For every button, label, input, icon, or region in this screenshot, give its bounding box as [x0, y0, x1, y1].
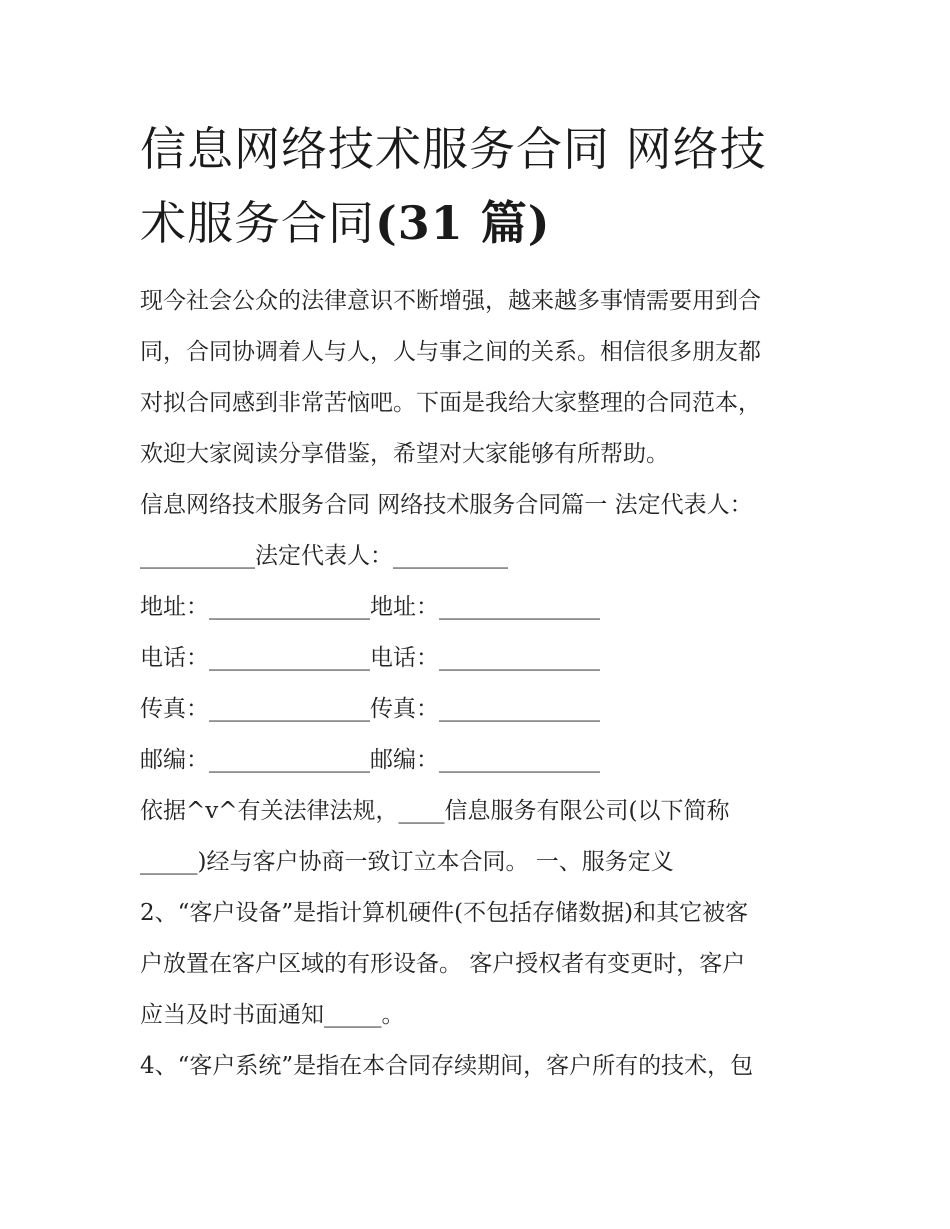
- form-line: 传真：______________传真：______________: [140, 696, 600, 722]
- text-line: 同，合同协调着人与人，人与事之间的关系。相信很多朋友都: [140, 339, 761, 365]
- text-line: 依据^v^有关法律法规，____信息服务有限公司(以下简称: [140, 798, 730, 824]
- text-line: 现今社会公众的法律意识不断增强，越来越多事情需要用到合: [140, 288, 761, 314]
- text-line: 4、“客户系统”是指在本合同存续期间，客户所有的技术，包: [140, 1053, 754, 1079]
- title-line-1: 信息网络技术服务合同 网络技: [140, 122, 767, 176]
- text-line: 信息网络技术服务合同 网络技术服务合同篇一 法定代表人：: [140, 492, 753, 518]
- document-title: [140, 112, 840, 260]
- text-line: 对拟合同感到非常苦恼吧。下面是我给大家整理的合同范本，: [140, 390, 761, 416]
- form-line: 邮编：______________邮编：______________: [140, 747, 600, 773]
- form-line: 电话：______________电话：______________: [140, 645, 600, 671]
- title-line-2: 术服务合同: [140, 196, 375, 250]
- text-line: 2、“客户设备”是指计算机硬件(不包括存储数据)和其它被客: [140, 900, 749, 926]
- text-line: _____)经与客户协商一致订立本合同。 一、服务定义: [140, 849, 674, 875]
- text-line: 户放置在客户区域的有形设备。 客户授权者有变更时，客户: [140, 951, 746, 977]
- document-body: [140, 276, 820, 1092]
- title-count: (31 篇): [375, 196, 551, 250]
- text-line: 欢迎大家阅读分享借鉴，希望对大家能够有所帮助。: [140, 441, 669, 467]
- text-line: 应当及时书面通知_____。: [140, 1002, 405, 1028]
- form-line: 地址：______________地址：______________: [140, 594, 600, 620]
- form-line: __________法定代表人：__________: [140, 543, 508, 569]
